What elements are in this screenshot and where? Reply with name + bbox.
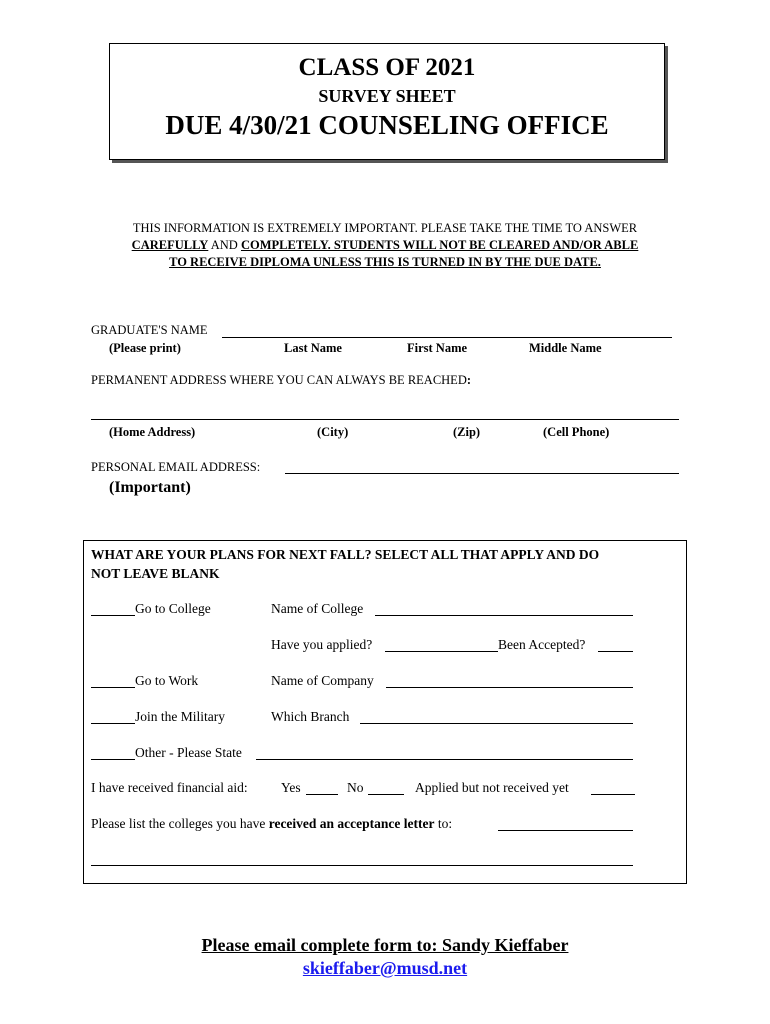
join-military-label: Join the Military [135,709,225,724]
intro-completely: COMPLETELY. STUDENTS WILL NOT BE CLEARED AND/OR ABLE [240,238,639,252]
graduate-name-field[interactable] [222,337,672,338]
aid-no-field[interactable] [368,794,404,795]
company-name-field[interactable] [386,687,633,688]
financial-aid-label: I have received financial aid: [91,780,248,795]
college-check-blank[interactable] [91,615,135,616]
acceptance-list-bold: received an acceptance letter [268,816,435,831]
acceptance-list-field[interactable] [498,830,633,831]
branch-label: Which Branch [271,709,350,724]
branch-field[interactable] [360,723,633,724]
intro-line-2 [92,237,678,254]
other-label: Other - Please State [135,745,242,760]
plans-title-2: NOT LEAVE BLANK [91,566,220,581]
address-label-text: PERMANENT ADDRESS WHERE YOU CAN ALWAYS BE REACHED [91,373,467,387]
address-label [91,373,471,388]
important-label: (Important) [109,479,191,496]
aid-applied-label: Applied but not received yet [415,780,569,795]
survey-subtitle: SURVEY SHEET [318,86,456,106]
aid-yes-label: Yes [281,780,301,795]
intro-paragraph [92,220,678,271]
intro-line-3: TO RECEIVE DIPLOMA UNLESS THIS IS TURNED IN BY THE DUE DATE. [169,255,601,269]
city-label: (City) [317,425,349,439]
footer-instruction: Please email complete form to: Sandy Kieffaber [201,935,569,955]
military-check-blank[interactable] [91,723,135,724]
accepted-field[interactable] [598,651,633,652]
header-box [109,43,665,160]
plans-title-1: WHAT ARE YOUR PLANS FOR NEXT FALL? SELECT ALL THAT APPLY AND DO [91,547,600,562]
footer-email-link[interactable]: skieffaber@musd.net [302,958,468,978]
class-title: CLASS OF 2021 [298,54,476,81]
cell-phone-label: (Cell Phone) [543,425,610,439]
other-field[interactable] [256,759,633,760]
email-field[interactable] [285,473,679,474]
middle-name-label: Middle Name [529,341,602,355]
zip-label: (Zip) [453,425,481,439]
acceptance-list-prefix: Please list the colleges you have [91,816,269,831]
acceptance-list-field-2[interactable] [91,865,633,866]
work-check-blank[interactable] [91,687,135,688]
other-check-blank[interactable] [91,759,135,760]
last-name-label: Last Name [284,341,342,355]
please-print-label: (Please print) [109,341,181,355]
applied-label: Have you applied? [271,637,373,652]
intro-carefully: CAREFULLY [131,238,209,252]
email-label: PERSONAL EMAIL ADDRESS: [91,460,261,474]
aid-no-label: No [347,780,364,795]
applied-field[interactable] [385,651,498,652]
go-to-college-label: Go to College [135,601,211,616]
acceptance-list-label [91,816,452,832]
accepted-label: Been Accepted? [498,637,586,652]
address-field[interactable] [91,419,679,420]
aid-yes-field[interactable] [306,794,338,795]
acceptance-list-suffix: to: [434,816,453,831]
company-name-label: Name of Company [271,673,374,688]
graduate-name-label: GRADUATE'S NAME [91,323,208,337]
first-name-label: First Name [407,341,468,355]
go-to-work-label: Go to Work [135,673,199,688]
intro-line-1: THIS INFORMATION IS EXTREMELY IMPORTANT. PLEASE TAKE THE TIME TO ANSWER [132,221,638,235]
due-heading: DUE 4/30/21 COUNSELING OFFICE [165,110,609,140]
address-colon: : [466,373,472,387]
college-name-label: Name of College [271,601,364,616]
intro-and: AND [208,238,241,252]
aid-applied-field[interactable] [591,794,635,795]
home-address-label: (Home Address) [109,425,196,439]
college-name-field[interactable] [375,615,633,616]
